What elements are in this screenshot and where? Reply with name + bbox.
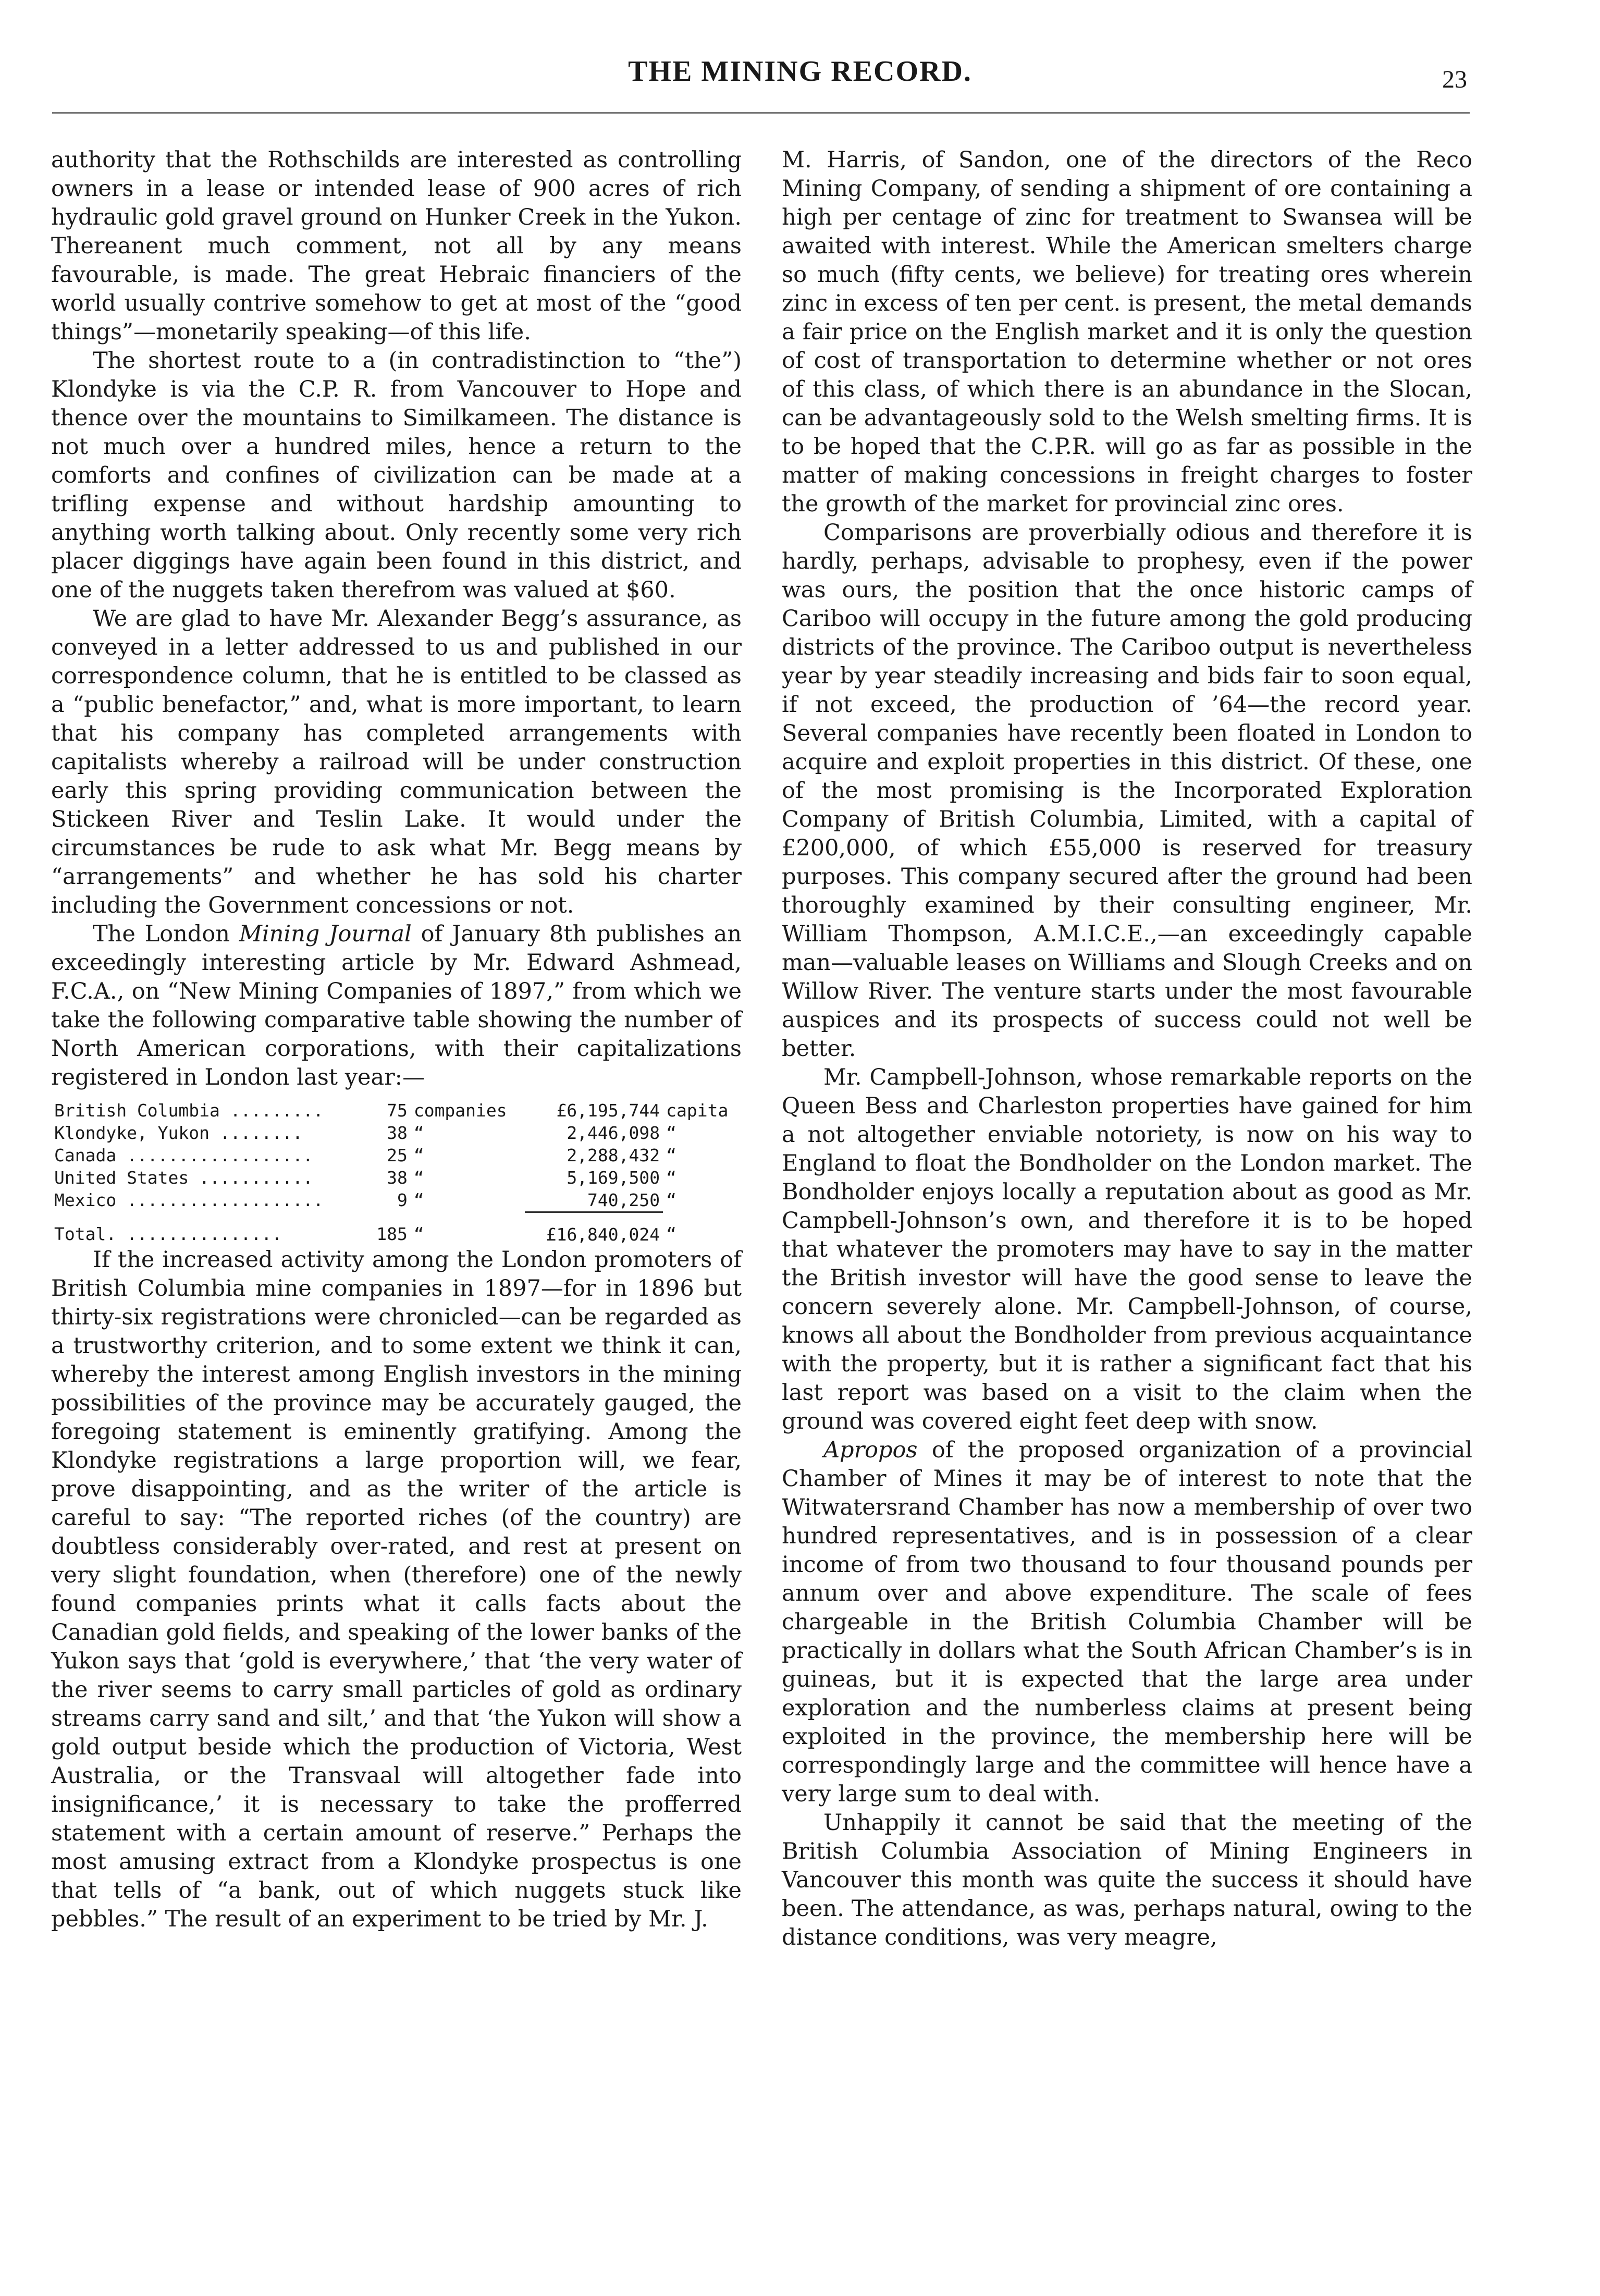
paragraph-cariboo: Comparisons are proverbially odious and therefore it is hardly, perhaps, advisable to prophesy, even if the power was ours, the position that the once historic camps of Cariboo will occupy in the future among the gold producing districts of the province. The Cariboo output is nevertheless year by year steadily increasing and bids fair to soon equal, if not exceed, the production of ’64—the record year. Several companies have recently been floated in London to acquire and exploit properties in this district. Of these, one of the most promising is the Incorporated Exploration Company of British Columbia, Limited, with a capital of £200,000, of which £55,000 is reserved for treasury purposes. This company secured after the ground had been thoroughly examined by their consulting engineer, Mr. William Thompson, A.M.I.C.E.,—an exceedingly capable man—valuable leases on Williams and Slough Creeks and on Willow River. The venture starts under the most favourable auspices and its prospects of success could not well be better. — [782, 520, 1472, 1062]
row-count: 9 — [397, 1190, 408, 1210]
table-total-row — [51, 1212, 742, 1246]
table-row — [51, 1099, 742, 1122]
row-unit: “ — [413, 1145, 424, 1165]
journal-name: Mining Journal — [239, 921, 412, 947]
table-row — [51, 1189, 742, 1212]
row-place: Mexico ................... — [54, 1190, 324, 1210]
row-place: British Columbia ......... — [54, 1100, 324, 1121]
apropos-rest: of the proposed organization of a provincial Chamber of Mines it may be of interest to note that the Witwatersrand Chamber has now a membership of over two hundred representatives, and is in possession of a clear income of from two thousand to four thousand pounds per annum over and above expenditure. The scale of fees chargeable in the British Columbia Chamber will be practically in dollars what the South African Chamber’s is in guineas, but it is expected that the large area under exploration and the numberless claims at present being exploited in the province, the membership here will be correspondingly large and the committee will hence have a very large sum to deal with. — [782, 1437, 1472, 1807]
table-row — [51, 1122, 742, 1144]
row-count: 38 — [387, 1168, 408, 1188]
right-column — [782, 146, 1472, 1952]
apropos-lead: Apropos — [823, 1437, 918, 1463]
row-tail: “ — [666, 1123, 676, 1143]
row-tail: “ — [666, 1190, 676, 1210]
paragraph-mining-engineers: Unhappily it cannot be said that the meeting of the British Columbia Association of Mining Engineers in Vancouver this month was quite the success it should have been. The attendance, as was, perhaps natural, owing to the distance conditions, was very meagre, — [782, 1810, 1472, 1950]
paragraph-begg: We are glad to have Mr. Alexander Begg’s assurance, as conveyed in a letter addressed to us and published in our correspondence column, that he is entitled to be classed as a “public benefactor,” and, what is more important, to learn that his company has completed arrangements with capitalists whereby a railroad will be under construction early this spring providing communication between the Stickeen River and Teslin Lake. It would under the circumstances be rude to ask what Mr. Begg means by “arrangements” and whether he has sold his charter including the Government concessions or not. — [51, 606, 742, 918]
paragraph-zinc-shipment: M. Harris, of Sandon, one of the directors of the Reco Mining Company, of sending a shipment of ore containing a high per centage of zinc for treatment to Swansea will be awaited with interest. While the American smelters charge so much (fifty cents, we believe) for treating ores wherein zinc in excess of ten per cent. is present, the metal demands a fair price on the English market and it is only the question of cost of transportation to determine whether or not ores of this class, of which there is an abundance in the Slocan, can be advantageously sold to the Welsh smelting firms. It is to be hoped that the C.P.R. will go as far as possible in the matter of making concessions in freight charges to foster the growth of the market for provincial zinc ores. — [782, 147, 1472, 517]
row-capital: £6,195,744 — [556, 1100, 660, 1121]
total-label: Total. ............... — [54, 1223, 282, 1244]
row-place: Canada .................. — [54, 1145, 313, 1165]
paragraph-mining-journal — [51, 920, 742, 1092]
left-column — [51, 146, 742, 1934]
page-number: 23 — [1442, 66, 1467, 93]
paragraph-chamber-of-mines — [782, 1436, 1472, 1809]
paragraph-london-promoters: If the increased activity among the London promoters of British Columbia mine companies in 1897—for in 1896 but thirty-six registrations were chronicled—can be regarded as a trustworthy criterion, and to some extent we think it can, whereby the interest among English investors in the mining possibilities of the province may be accurately gauged, the foregoing statement is eminently gratifying. Among the Klondyke registrations a large proportion will, we fear, prove disappointing, and as the writer of the article is careful to say: “The reported riches (of the country) are doubtless considerably over-rated, and rest at present on very slight foundation, when (therefore) one of the newly found companies prints what it calls facts about the Canadian gold fields, and speaking of the lower banks of the Yukon says that ‘gold is everywhere,’ that ‘the very water of the river seems to carry small particles of gold as ordinary streams carry sand and silt,’ and that ‘the Yukon will show a gold output beside which the production of Victoria, West Australia, or the Transvaal will altogether fade into insignificance,’ it is necessary to take the profferred statement with a certain amount of reserve.” Perhaps the most amusing extract from a Klondyke prospectus is one that tells of “a bank, out of which nuggets stuck like pebbles.” The result of an experiment to be tried by Mr. J. — [51, 1247, 742, 1932]
row-unit: “ — [413, 1123, 424, 1143]
row-count: 25 — [387, 1145, 408, 1165]
total-capital: £16,840,024 — [525, 1212, 663, 1246]
row-place: Klondyke, Yukon ........ — [54, 1123, 303, 1143]
row-count: 38 — [387, 1123, 408, 1143]
row-place: United States ........... — [54, 1168, 313, 1188]
row-tail: “ — [666, 1145, 676, 1165]
row-unit: “ — [413, 1168, 424, 1188]
journal-title: THE MINING RECORD. — [628, 55, 972, 88]
row-count: 75 — [387, 1100, 408, 1121]
page-header — [0, 0, 1600, 141]
journal-para-after: of January 8th publishes an exceedingly interesting article by Mr. Edward Ashmead, F.C.A., on “New Mining Companies of 1897,” from which we take the following comparative table showing the number of North American corporations, with their capitalizations registered in London last year:— — [51, 921, 742, 1090]
row-capital: 2,288,432 — [567, 1145, 660, 1165]
row-unit: “ — [413, 1190, 424, 1210]
paragraph-rothschilds: authority that the Rothschilds are interested as controlling owners in a lease or intended lease of 900 acres of rich hydraulic gold gravel ground on Hunker Creek in the Yukon. Thereanent much comment, not all by any means favourable, is made. The great Hebraic financiers of the world usually contrive somehow to get at most of the “good things”—monetarily speaking—of this life. — [51, 147, 742, 345]
total-tail: “ — [666, 1223, 676, 1244]
total-count: 185 — [376, 1223, 408, 1244]
row-unit: companies — [413, 1100, 507, 1121]
journal-para-before: The London — [93, 921, 239, 947]
table-row — [51, 1144, 742, 1167]
row-capital: 740,250 — [587, 1190, 660, 1210]
row-tail: “ — [666, 1168, 676, 1188]
header-rule — [52, 112, 1470, 114]
capitalization-table — [51, 1099, 742, 1246]
row-capital: 5,169,500 — [567, 1168, 660, 1188]
total-unit: “ — [413, 1223, 424, 1244]
paragraph-klondyke-route: The shortest route to a (in contradistinction to “the”) Klondyke is via the C.P. R. from Vancouver to Hope and thence over the mountains to Similkameen. The distance is not much over a hundred miles, hence a return to the comforts and confines of civilization can be made at a trifling expense and without hardship amounting to anything worth talking about. Only recently some very rich placer diggings have again been found in this district, and one of the nuggets taken therefrom was valued at $60. — [51, 348, 742, 603]
row-capital: 2,446,098 — [567, 1123, 660, 1143]
row-tail: capita — [666, 1100, 729, 1121]
table-row — [51, 1167, 742, 1189]
paragraph-campbell-johnson: Mr. Campbell-Johnson, whose remarkable reports on the Queen Bess and Charleston properties have gained for him a not altogether enviable notoriety, is now on his way to England to float the Bondholder on the London market. The Bondholder enjoys locally a reputation about as good as Mr. Campbell-Johnson’s own, and therefore it is to be hoped that whatever the promoters may have to say in the matter the British investor will have the good sense to leave the concern severely alone. Mr. Campbell-Johnson, of course, knows all about the Bondholder from previous acquaintance with the property, but it is rather a significant fact that his last report was based on a visit to the claim when the ground was covered eight feet deep with snow. — [782, 1064, 1472, 1434]
